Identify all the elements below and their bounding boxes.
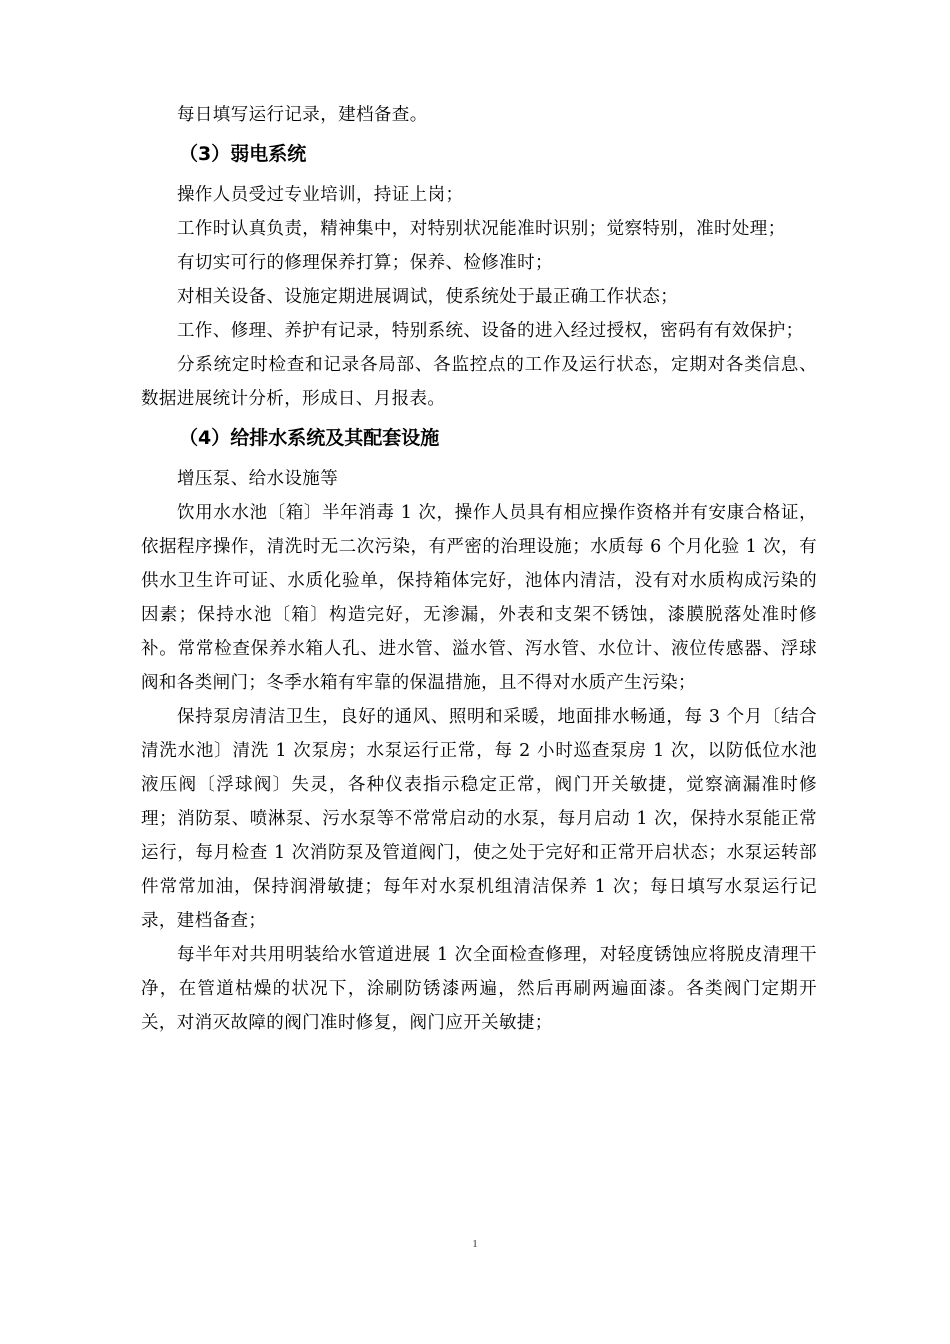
- paragraph-subsystem-inspection: 分系统定时检查和记录各局部、各监控点的工作及运行状态，定期对各类信息、数据进展统计分析，形成日、月报表。: [141, 355, 817, 409]
- paragraph-pump-room: 保持泵房清洁卫生，良好的通风、照明和采暖，地面排水畅通，每 3 个月〔结合清洗水池〕清洗 1 次泵房；水泵运行正常，每 2 小时巡查泵房 1 次，以防低位水池液压阀〔浮球阀〕失灵，各种仪表指示稳定正常，阀门开关敏捷，觉察滴漏准时修理；消防泵、喷淋泵、污水泵等不常常启动的水泵，每月启动 1 次，保持水泵能正常运行，每月检查 1 次消防泵及管道阀门，使之处于完好和正常开启状态；水泵运转部件常常加油，保持润滑敏捷；每年对水泵机组清洁保养 1 次；每日填写水泵运行记录，建档备查；: [141, 707, 817, 931]
- heading-water-supply-drainage: （4）给排水系统及其配套设施: [179, 427, 440, 449]
- paragraph-water-tank: 饮用水水池〔箱〕半年消毒 1 次，操作人员具有相应操作资格并有安康合格证，依据程序操作，清洗时无二次污染，有严密的治理设施；水质每 6 个月化验 1 次，有供水卫生许可证、水质化验单，保持箱体完好，池体内清洁，没有对水质构成污染的因素；保持水池〔箱〕构造完好，无渗漏，外表和支架不锈蚀，漆膜脱落处准时修补。常常检查保养水箱人孔、进水管、溢水管、泻水管、水位计、液位传感器、浮球阀和各类闸门；冬季水箱有牢靠的保温措施，且不得对水质产生污染；: [141, 503, 817, 693]
- paragraph-work-attitude: 工作时认真负责，精神集中，对特别状况能准时识别；觉察特别，准时处理；: [177, 219, 786, 239]
- paragraph-records-authorization: 工作、修理、养护有记录，特别系统、设备的进入经过授权，密码有有效保护；: [177, 321, 804, 341]
- paragraph-operator-training: 操作人员受过专业培训，持证上岗；: [177, 185, 464, 205]
- paragraph-pipe-maintenance: 每半年对共用明装给水管道进展 1 次全面检查修理，对轻度锈蚀应将脱皮清理干净，在管道枯燥的状况下，涂刷防锈漆两遍，然后再刷两遍面漆。各类阀门定期开关，对消灭故障的阀门准时修复，阀门应开关敏捷；: [141, 945, 817, 1033]
- paragraph-record-keeping: 每日填写运行记录，建档备查。: [177, 105, 428, 125]
- heading-weak-current-system: （3）弱电系统: [179, 143, 307, 165]
- page-number: 1: [472, 1238, 478, 1250]
- paragraph-booster-pump: 增压泵、给水设施等: [177, 469, 339, 489]
- paragraph-maintenance-plan: 有切实可行的修理保养打算；保养、检修准时；: [177, 253, 553, 273]
- document-body: [141, 98, 817, 1040]
- paragraph-debugging: 对相关设备、设施定期进展调试，使系统处于最正确工作状态；: [177, 287, 679, 307]
